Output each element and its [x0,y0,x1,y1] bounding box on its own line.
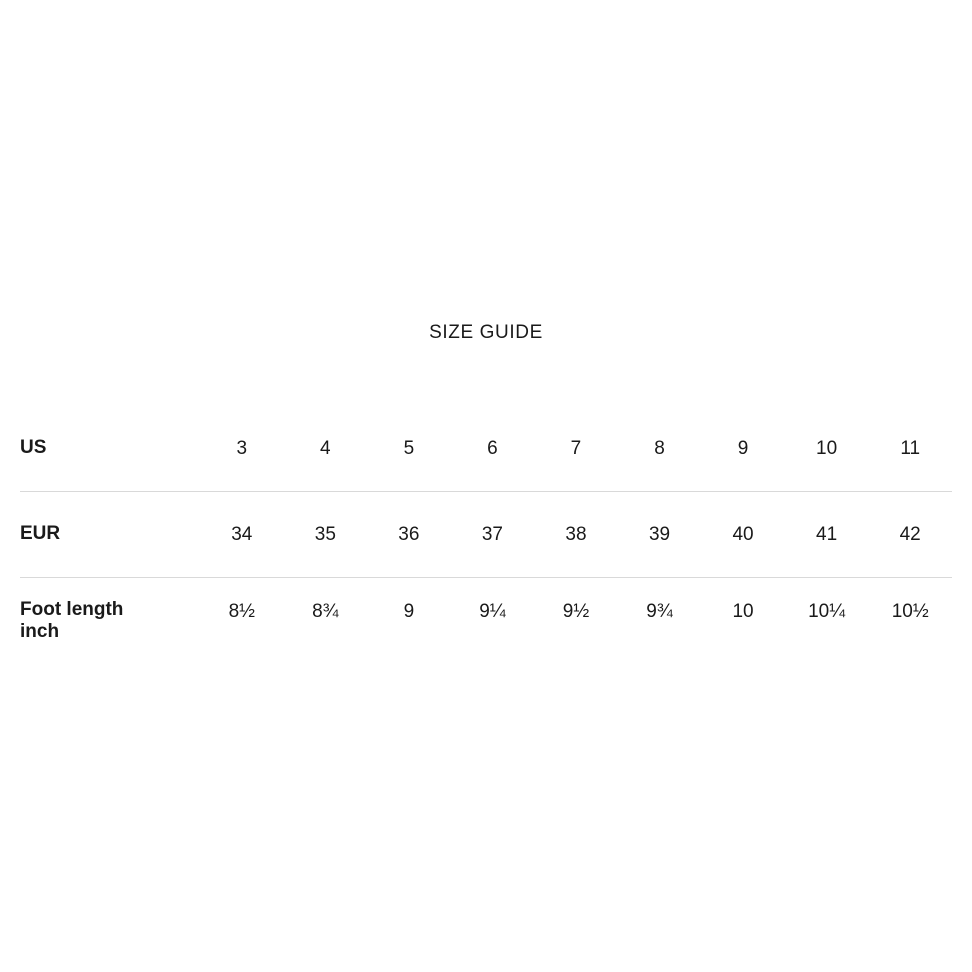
row-header-us [20,406,200,492]
cell-foot-8: 10½ [891,601,929,622]
cell-eur-6: 40 [701,492,785,578]
cell-eur-0: 34 [200,492,284,578]
table-row [20,492,952,578]
table-row [20,578,952,698]
cell-foot-2: 9 [403,601,415,622]
cell-us-3: 6 [451,406,535,492]
page-title: SIZE GUIDE [429,322,543,343]
cell-us-2: 5 [367,406,451,492]
size-guide-table-container [20,406,952,697]
cell-foot-5: 9¾ [646,601,673,622]
cell-us-8: 11 [868,406,952,492]
cell-us-5: 8 [618,406,702,492]
cell-us-7: 10 [785,406,869,492]
cell-foot-7: 10¼ [808,601,846,622]
cell-us-4: 7 [534,406,618,492]
cell-eur-5: 39 [618,492,702,578]
cell-foot-3: 9¼ [479,601,506,622]
cell-us-1: 4 [284,406,368,492]
table-row [20,406,952,492]
cell-foot-4: 9½ [562,601,590,622]
row-header-foot-length [20,578,200,698]
row-header-foot-length-line-2: inch [20,621,60,643]
row-header-us-line-1: US [20,437,47,459]
size-guide-table [20,406,952,697]
row-header-eur [20,492,200,578]
cell-eur-3: 37 [451,492,535,578]
cell-eur-8: 42 [868,492,952,578]
row-header-foot-length-line-1: Foot length [20,599,124,620]
cell-foot-0: 8½ [228,601,255,622]
cell-eur-1: 35 [284,492,368,578]
cell-eur-2: 36 [367,492,451,578]
cell-us-6: 9 [701,406,785,492]
cell-foot-6: 10 [732,601,754,622]
row-header-eur-line-1: EUR [20,523,61,545]
cell-eur-4: 38 [534,492,618,578]
cell-foot-1: 8¾ [312,601,339,622]
cell-us-0: 3 [200,406,284,492]
cell-eur-7: 41 [785,492,869,578]
